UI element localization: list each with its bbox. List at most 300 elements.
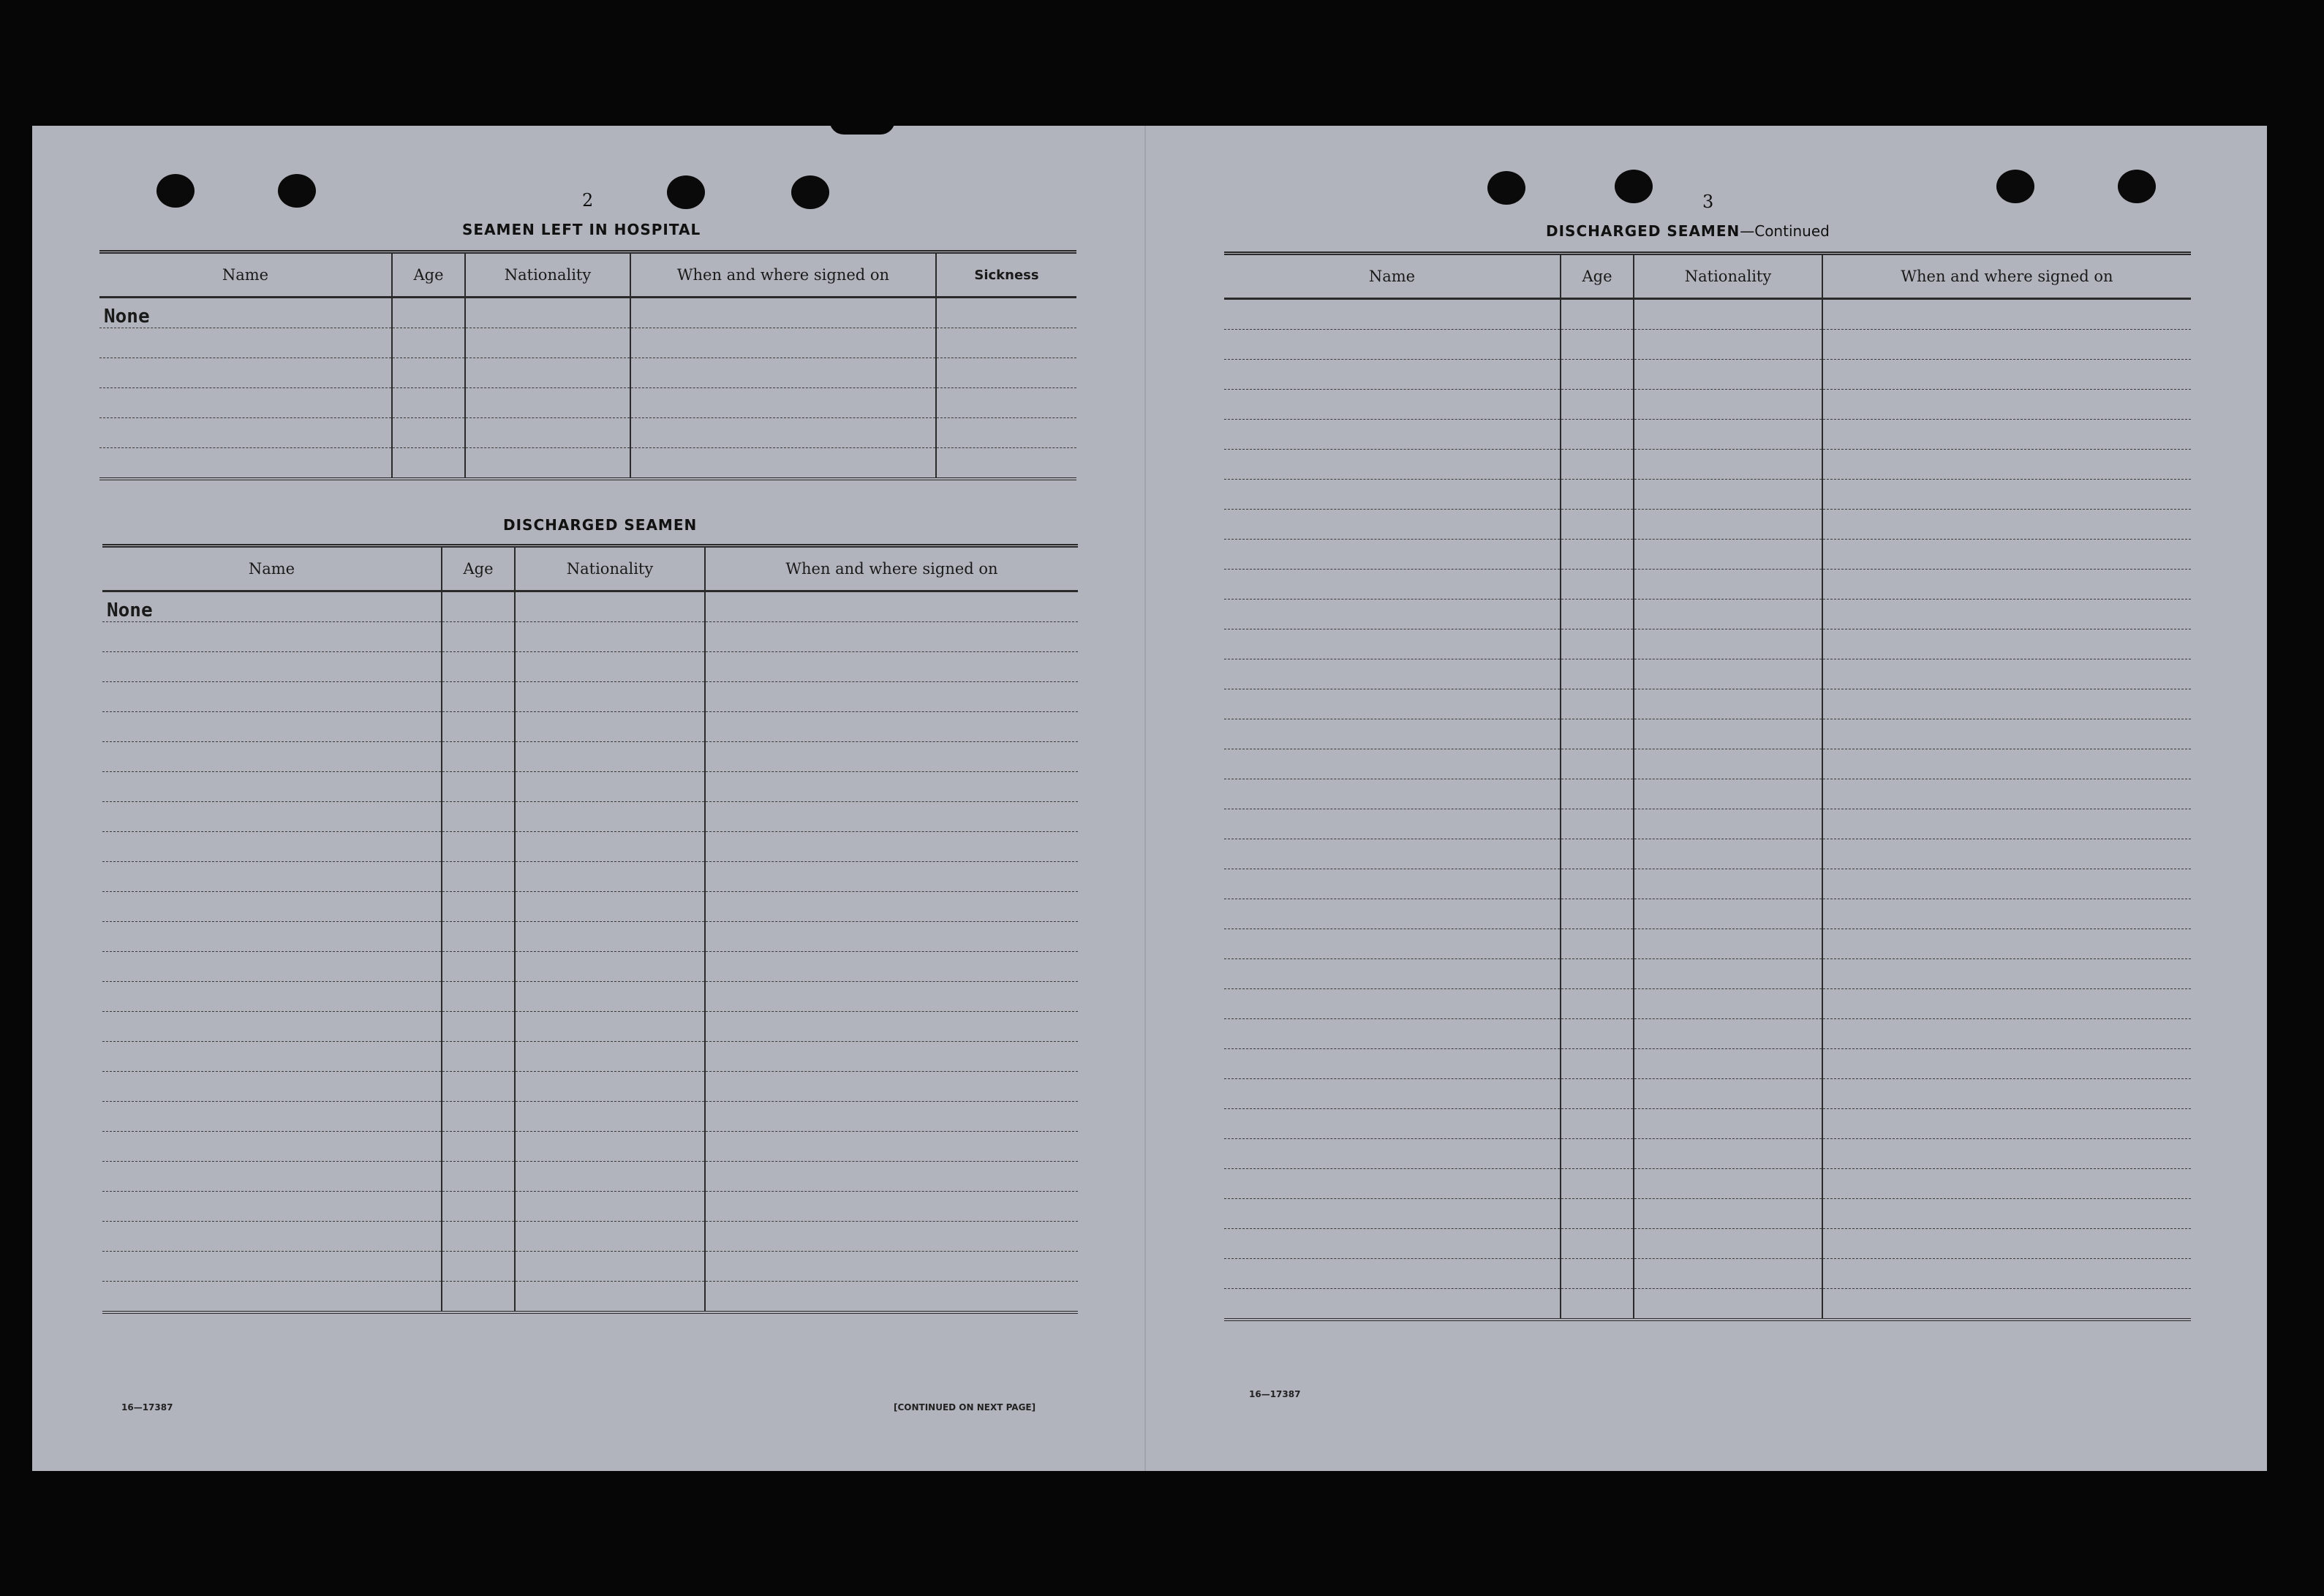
table-cell [102, 982, 442, 1012]
table-cell [1634, 1289, 1822, 1320]
table-cell [705, 1012, 1078, 1042]
table-row [102, 862, 1078, 892]
table-cell [1561, 360, 1634, 390]
table-cell [1822, 480, 2191, 510]
table-cell [102, 652, 442, 682]
table-cell [99, 418, 392, 448]
table-cell [515, 682, 705, 712]
table-cell [102, 622, 442, 652]
discharged-table-body [102, 591, 1078, 1313]
column-header-signed-on: When and where signed on [630, 252, 936, 298]
table-cell [102, 1042, 442, 1072]
table-cell [515, 591, 705, 622]
table-cell [442, 1252, 515, 1282]
table-cell [705, 591, 1078, 622]
table-row [1224, 1139, 2191, 1169]
table-row [1224, 749, 2191, 779]
table-row [102, 1252, 1078, 1282]
table-row [1224, 1079, 2191, 1109]
table-cell [1224, 360, 1561, 390]
table-cell [465, 298, 630, 328]
table-cell [392, 358, 465, 388]
table-cell [1224, 959, 1561, 989]
table-cell [515, 1282, 705, 1313]
table-cell [1822, 360, 2191, 390]
table-cell [1224, 869, 1561, 899]
table-cell [1634, 899, 1822, 929]
table-cell [1224, 989, 1561, 1019]
table-cell [1561, 299, 1634, 330]
hospital-table-body [99, 298, 1076, 480]
table-row [1224, 1019, 2191, 1049]
table-cell [1224, 390, 1561, 420]
table-cell [1822, 390, 2191, 420]
continued-title-suffix: —Continued [1740, 222, 1830, 240]
table-cell [1822, 809, 2191, 839]
table-cell [392, 448, 465, 480]
column-header-signed-on: When and where signed on [1822, 254, 2191, 299]
table-cell [705, 1042, 1078, 1072]
continued-title-main: DISCHARGED SEAMEN [1546, 222, 1740, 240]
table-cell [1224, 420, 1561, 450]
table-cell [1561, 719, 1634, 749]
table-cell [1561, 540, 1634, 570]
table-cell [515, 742, 705, 772]
table-cell [936, 328, 1076, 358]
table-cell [102, 742, 442, 772]
table-cell [515, 1222, 705, 1252]
table-cell [1224, 719, 1561, 749]
table-cell [442, 1282, 515, 1313]
table-cell [515, 712, 705, 742]
table-row [102, 1192, 1078, 1222]
table-cell [1822, 540, 2191, 570]
page-fold [1144, 126, 1146, 1471]
table-cell [392, 298, 465, 328]
table-cell [442, 652, 515, 682]
table-cell [102, 1102, 442, 1132]
table-cell [1822, 330, 2191, 360]
table-cell [1561, 1169, 1634, 1199]
table-cell [442, 1132, 515, 1162]
table-cell [1561, 510, 1634, 540]
table-cell [630, 418, 936, 448]
table-cell [102, 682, 442, 712]
table-cell [1561, 420, 1634, 450]
discharged-section-title: DISCHARGED SEAMEN [503, 516, 698, 534]
table-cell [1561, 1259, 1634, 1289]
table-cell [1822, 839, 2191, 869]
table-cell [99, 358, 392, 388]
continued-table [1224, 251, 2191, 1321]
table-cell [1561, 1199, 1634, 1229]
table-cell [102, 1192, 442, 1222]
table-cell [442, 772, 515, 802]
table-cell [1561, 779, 1634, 809]
table-cell [1822, 629, 2191, 659]
table-cell [705, 1282, 1078, 1313]
table-cell [1224, 600, 1561, 629]
table-cell [1224, 1139, 1561, 1169]
table-cell: None [99, 298, 392, 328]
table-cell [1822, 779, 2191, 809]
table-cell [99, 388, 392, 418]
table-row [1224, 1259, 2191, 1289]
table-cell [515, 622, 705, 652]
table-row [102, 922, 1078, 952]
table-cell [392, 418, 465, 448]
table-cell [1822, 659, 2191, 689]
table-cell [705, 652, 1078, 682]
table-row [102, 1072, 1078, 1102]
table-cell [1224, 749, 1561, 779]
table-cell [102, 892, 442, 922]
table-row [102, 742, 1078, 772]
table-cell [1634, 1199, 1822, 1229]
table-cell [1634, 689, 1822, 719]
table-row [102, 712, 1078, 742]
table-cell [705, 1132, 1078, 1162]
table-cell [102, 1072, 442, 1102]
table-cell [1634, 779, 1822, 809]
table-row [1224, 299, 2191, 330]
table-cell [1634, 600, 1822, 629]
table-cell [1822, 689, 2191, 719]
table-row [102, 1102, 1078, 1132]
table-cell [1224, 629, 1561, 659]
discharged-table [102, 544, 1078, 1314]
table-cell [1634, 989, 1822, 1019]
table-cell [1224, 1079, 1561, 1109]
table-row [102, 1132, 1078, 1162]
table-row [1224, 629, 2191, 659]
table-cell [1561, 629, 1634, 659]
table-row [99, 388, 1076, 418]
table-cell [1634, 540, 1822, 570]
table-cell [442, 802, 515, 832]
table-cell [1634, 839, 1822, 869]
column-header-sickness: Sickness [936, 252, 1076, 298]
table-cell [936, 388, 1076, 418]
table-cell [515, 862, 705, 892]
form-code-right: 16—17387 [1249, 1389, 1301, 1399]
table-row [99, 328, 1076, 358]
table-cell [1822, 749, 2191, 779]
table-cell [630, 388, 936, 418]
column-header-signed-on: When and where signed on [705, 546, 1078, 591]
table-row [1224, 540, 2191, 570]
table-cell [1561, 809, 1634, 839]
punch-hole [667, 175, 705, 209]
table-cell [1634, 869, 1822, 899]
table-cell [515, 832, 705, 862]
table-cell [1561, 929, 1634, 959]
table-cell [705, 862, 1078, 892]
continued-section-title [1546, 222, 1830, 240]
table-cell [1561, 899, 1634, 929]
table-cell [102, 832, 442, 862]
table-cell [1634, 809, 1822, 839]
table-cell [1224, 1109, 1561, 1139]
table-cell [1634, 1229, 1822, 1259]
table-cell [442, 1012, 515, 1042]
table-cell [1561, 1289, 1634, 1320]
column-header-nationality: Nationality [1634, 254, 1822, 299]
page-number-right: 3 [1702, 192, 1714, 212]
table-row [1224, 989, 2191, 1019]
table-cell [102, 1162, 442, 1192]
table-cell [515, 1012, 705, 1042]
table-cell [1561, 1109, 1634, 1139]
table-row [1224, 809, 2191, 839]
table-cell [936, 358, 1076, 388]
table-cell [515, 892, 705, 922]
table-cell [442, 952, 515, 982]
table-cell [705, 712, 1078, 742]
punch-hole [156, 174, 195, 208]
table-cell [1634, 1109, 1822, 1139]
table-cell [515, 1192, 705, 1222]
table-row [1224, 600, 2191, 629]
table-cell [1634, 749, 1822, 779]
table-row [102, 591, 1078, 622]
table-row [1224, 1199, 2191, 1229]
table-cell [465, 418, 630, 448]
table-cell [442, 591, 515, 622]
table-cell [1224, 450, 1561, 480]
table-cell [936, 448, 1076, 480]
table-cell [102, 1282, 442, 1313]
table-cell [102, 1252, 442, 1282]
table-cell [1224, 480, 1561, 510]
table-cell [1822, 570, 2191, 600]
table-cell: None [102, 591, 442, 622]
table-row [102, 982, 1078, 1012]
table-row [1224, 869, 2191, 899]
column-header-nationality: Nationality [465, 252, 630, 298]
continued-table-body [1224, 299, 2191, 1320]
punch-hole [278, 174, 316, 208]
table-cell [1224, 689, 1561, 719]
table-cell [1634, 1169, 1822, 1199]
hospital-table [99, 250, 1076, 480]
table-row [1224, 510, 2191, 540]
table-cell [102, 1012, 442, 1042]
table-cell [1822, 869, 2191, 899]
table-cell [442, 622, 515, 652]
table-cell [1822, 1289, 2191, 1320]
sheet-notch [829, 120, 895, 135]
table-row [102, 952, 1078, 982]
table-cell [1634, 929, 1822, 959]
table-cell [1822, 420, 2191, 450]
table-cell [1224, 540, 1561, 570]
table-cell [442, 982, 515, 1012]
table-cell [1561, 869, 1634, 899]
table-cell [1561, 989, 1634, 1019]
table-cell [1224, 510, 1561, 540]
table-cell [1634, 570, 1822, 600]
table-cell [1561, 330, 1634, 360]
table-cell [1634, 1049, 1822, 1079]
table-cell [1822, 1109, 2191, 1139]
table-cell [630, 448, 936, 480]
table-cell [442, 712, 515, 742]
table-cell [1822, 450, 2191, 480]
table-row [1224, 570, 2191, 600]
table-cell [1224, 1169, 1561, 1199]
table-row [1224, 480, 2191, 510]
table-cell [1224, 929, 1561, 959]
table-row [1224, 689, 2191, 719]
table-cell [705, 1252, 1078, 1282]
table-cell [705, 982, 1078, 1012]
table-cell [515, 652, 705, 682]
table-cell [1224, 809, 1561, 839]
table-row [102, 1162, 1078, 1192]
table-row [102, 802, 1078, 832]
table-cell [1634, 719, 1822, 749]
table-row [102, 1222, 1078, 1252]
table-cell [630, 358, 936, 388]
table-cell [1224, 659, 1561, 689]
table-cell [1224, 1049, 1561, 1079]
table-cell [1822, 1169, 2191, 1199]
table-cell [705, 892, 1078, 922]
table-cell [515, 1132, 705, 1162]
table-cell [1224, 1019, 1561, 1049]
table-cell [102, 712, 442, 742]
table-cell [1561, 450, 1634, 480]
table-row [1224, 390, 2191, 420]
table-cell [705, 1102, 1078, 1132]
table-cell [630, 328, 936, 358]
table-cell [1822, 719, 2191, 749]
table-cell [1634, 360, 1822, 390]
table-cell [442, 832, 515, 862]
table-cell [1224, 1289, 1561, 1320]
table-cell [1224, 330, 1561, 360]
table-cell [1634, 390, 1822, 420]
table-cell [442, 1222, 515, 1252]
table-cell [1561, 1079, 1634, 1109]
table-cell [1822, 510, 2191, 540]
table-row [99, 298, 1076, 328]
table-row [102, 892, 1078, 922]
table-row [102, 622, 1078, 652]
table-cell [1822, 989, 2191, 1019]
table-cell [1561, 1139, 1634, 1169]
table-cell [1822, 959, 2191, 989]
table-cell [515, 1102, 705, 1132]
table-cell [442, 1042, 515, 1072]
table-cell [1822, 600, 2191, 629]
table-cell [1634, 959, 1822, 989]
table-cell [1224, 299, 1561, 330]
column-header-name: Name [99, 252, 392, 298]
table-row [102, 1012, 1078, 1042]
table-row [1224, 779, 2191, 809]
table-cell [1224, 1199, 1561, 1229]
hospital-section-title: SEAMEN LEFT IN HOSPITAL [462, 221, 701, 238]
table-cell [99, 328, 392, 358]
table-row [102, 772, 1078, 802]
table-cell [1634, 1019, 1822, 1049]
table-cell [515, 1252, 705, 1282]
table-cell [102, 1132, 442, 1162]
table-row [1224, 1229, 2191, 1259]
table-cell [102, 802, 442, 832]
table-row [99, 448, 1076, 480]
table-cell [705, 682, 1078, 712]
table-cell [705, 1222, 1078, 1252]
table-cell [102, 862, 442, 892]
continued-note: [CONTINUED ON NEXT PAGE] [894, 1402, 1036, 1412]
table-cell [1634, 330, 1822, 360]
table-cell [1634, 1079, 1822, 1109]
punch-hole [1487, 171, 1525, 205]
table-cell [392, 328, 465, 358]
table-cell [1224, 1229, 1561, 1259]
table-cell [1634, 420, 1822, 450]
punch-hole [2118, 170, 2156, 203]
column-header-name: Name [1224, 254, 1561, 299]
table-cell [1224, 899, 1561, 929]
table-cell [1561, 689, 1634, 719]
table-cell [1822, 1259, 2191, 1289]
table-row [99, 418, 1076, 448]
table-cell [515, 1042, 705, 1072]
table-cell [465, 328, 630, 358]
table-row [102, 1282, 1078, 1313]
table-cell [1224, 839, 1561, 869]
table-cell [1224, 1259, 1561, 1289]
table-cell [705, 622, 1078, 652]
table-cell [515, 1162, 705, 1192]
table-cell [442, 1072, 515, 1102]
table-cell [1822, 1019, 2191, 1049]
table-cell [1561, 839, 1634, 869]
table-row [1224, 360, 2191, 390]
table-cell [1561, 959, 1634, 989]
table-cell [442, 682, 515, 712]
table-cell [1822, 1079, 2191, 1109]
table-cell [1634, 659, 1822, 689]
table-cell [1634, 1139, 1822, 1169]
table-cell [1561, 1019, 1634, 1049]
table-row [99, 358, 1076, 388]
table-cell [392, 388, 465, 418]
table-cell [1561, 659, 1634, 689]
table-cell [1561, 1229, 1634, 1259]
table-cell [1561, 390, 1634, 420]
table-cell [705, 832, 1078, 862]
table-row [1224, 719, 2191, 749]
table-cell [705, 772, 1078, 802]
table-cell [442, 1102, 515, 1132]
table-row [102, 832, 1078, 862]
table-cell [705, 802, 1078, 832]
table-cell [1822, 1229, 2191, 1259]
table-row [102, 652, 1078, 682]
table-row [1224, 1289, 2191, 1320]
table-cell [630, 298, 936, 328]
table-cell [1224, 779, 1561, 809]
table-cell [465, 388, 630, 418]
table-cell [705, 742, 1078, 772]
column-header-age: Age [392, 252, 465, 298]
table-cell [442, 742, 515, 772]
